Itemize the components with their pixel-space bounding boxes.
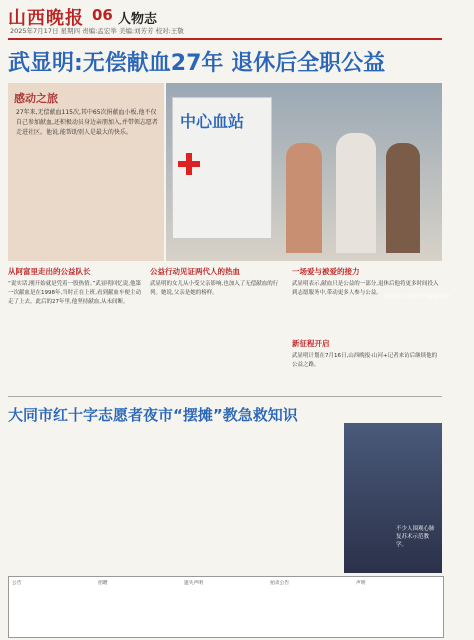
dateline: 2025年7月17日 星期四 责编:孟宏举 美编:刘芳芳 校对:王敬 [10,27,184,35]
masthead [8,4,442,40]
article-column: 武显明计划在7月16日,山西晚报·山河+记者来访后继续他的公益之路。 [292,353,438,368]
second-photo-caption: 不少人围观心肺复苏术示范教学。 [396,526,435,548]
subhead: 一场爱与被爱的接力 [292,267,360,276]
subhead: 从阿富里走出的公益队长 [8,267,91,276]
main-headline: 武显明:无偿献血27年 退休后全职公益 [8,51,386,76]
bus-text: 中心血站 [180,112,245,131]
intro-title: 感动之旅 [14,92,58,105]
subhead: 公益行动见证两代人的热血 [150,267,240,276]
article-column: 武显明表示,献血只是公益的一部分,退休后他将更多时间投入到志愿服务中,带动更多人参与公益。 [292,281,439,296]
ad-column: 拍卖公告 [270,581,290,586]
article-column: “说实话,刚开始就是凭着一股热情。”武显明回忆说,他第一次献血是在1998年,当时正在上班,看到献血车便主动走了上去。此后的27年里,他坚持献血,从未间断。 [8,281,141,305]
subhead: 新征程开启 [292,339,330,348]
ad-column: 声明 [356,581,366,586]
section-title: 人物志 [118,12,158,27]
second-photo [344,423,442,573]
person-figure [336,133,376,253]
person-figure [286,143,322,253]
section-divider [8,396,442,397]
ad-column: 招聘 [98,581,108,586]
page-number: 06 [92,6,113,24]
intro-text: 27年来,无偿献血115次,其中65次捐献血小板,他不仅自己参加献血,还积极动员身边亲朋加入,并带领志愿者走进社区。他说,能帮助别人是最大的快乐。 [16,109,158,136]
ad-column: 遗失声明 [184,581,204,586]
ad-column: 公告 [12,581,22,586]
newspaper-logo: 山西晚报 [8,8,84,29]
second-headline: 大同市红十字志愿者夜市“摆摊”教急救知识 [8,406,298,424]
red-cross-icon [178,153,200,175]
photo-caption: 武显明向市民宣传献血知识。 [384,294,456,300]
person-figure [386,143,420,253]
article-column: 武显明的女儿从小受父亲影响,也加入了无偿献血的行列。她说,父亲是她的榜样。 [150,281,279,296]
